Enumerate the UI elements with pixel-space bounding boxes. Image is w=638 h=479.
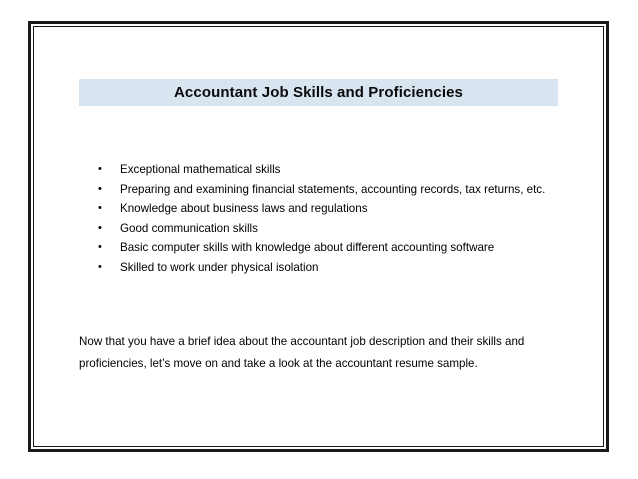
skill-text: Good communication skills [120, 221, 258, 235]
list-item [97, 258, 567, 278]
bullet-icon: • [98, 260, 102, 273]
bullet-icon: • [98, 202, 102, 214]
skill-text: Knowledge about business laws and regulations [120, 202, 368, 215]
list-item [97, 180, 567, 200]
bullet-icon: • [98, 163, 102, 175]
document-title: Accountant Job Skills and Proficiencies [174, 84, 463, 101]
skill-text: Preparing and examining financial statements, accounting records, tax returns, etc. [120, 182, 546, 196]
skills-list [97, 160, 567, 277]
skill-text: Basic computer skills with knowledge about different accounting software [120, 241, 495, 254]
list-item [97, 219, 567, 239]
skill-text: Exceptional mathematical skills [120, 163, 281, 176]
bullet-icon: • [98, 182, 102, 195]
list-item [97, 160, 567, 180]
skill-text: Skilled to work under physical isolation [120, 260, 319, 274]
list-item [97, 199, 567, 219]
list-item [97, 238, 567, 258]
title-banner [79, 79, 558, 106]
bullet-icon: • [98, 221, 102, 234]
closing-paragraph: Now that you have a brief idea about the accountant job description and their skills and proficiencies, let’s move on and take a look at the accountant resume sample. [79, 335, 525, 370]
bullet-icon: • [98, 241, 102, 253]
